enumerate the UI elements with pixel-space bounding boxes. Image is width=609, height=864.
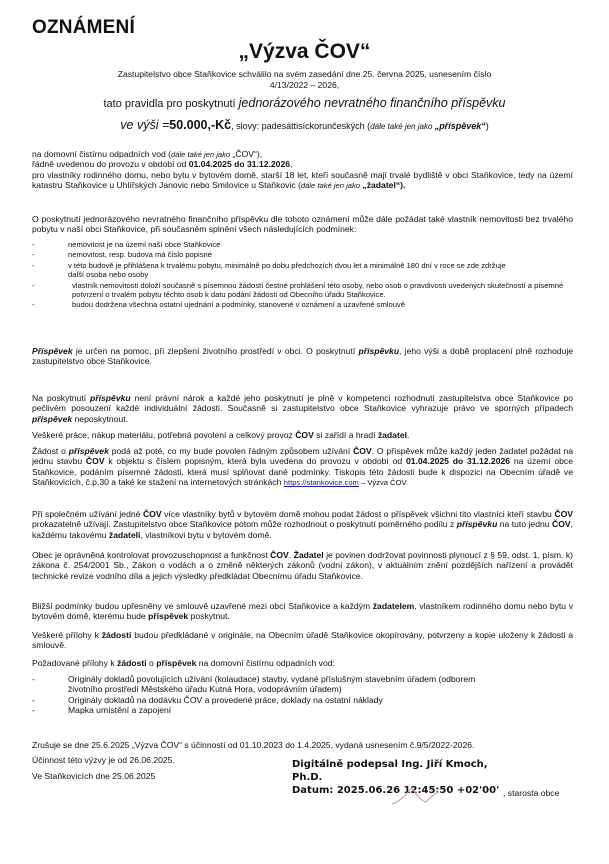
works-text-3: .	[407, 430, 410, 440]
document-heading: OZNÁMENÍ	[32, 17, 135, 38]
purpose-period: 01.04.2025 do 31.12.2026	[188, 159, 291, 170]
intro-line-1: Zastupitelstvo obce Staňkovice schválilo na svém zasedání dne 25. června 2025, usnesením číslo	[117, 69, 492, 79]
attachments-list	[32, 674, 492, 716]
claim-text-2: není právní nárok a každé jeho poskytnutí je plně v kompetenci rozhodnutí zastupitelstva obce Staňkovice po pečlivém posouzení každé individuální žádosti. Současně si zastupitelstvo obce Staňkovice vyhrazuje právo ve sporných případech	[32, 393, 574, 414]
request-text-4: k objektu s číslem popisným, která byla uvedena do provozu v období od	[104, 456, 406, 467]
term-zadatel: žadatel	[377, 430, 407, 440]
claim-text-1: Na poskytnutí	[32, 393, 91, 403]
list-item	[32, 281, 572, 300]
list-dash: -	[32, 280, 35, 290]
aim-paragraph	[32, 346, 573, 367]
list-dash: -	[32, 240, 35, 249]
intro-amount-label: ve výši =	[120, 118, 170, 132]
shared-text-6: , vlastníkovi bytu v bytovém domě.	[140, 529, 272, 540]
condition-text: vlastník nemovitosti doloží současně s písemnou žádostí čestné prohlášení této osoby, nebo osob o pravdivosti uvedených skutečností a písemné potvrzení o trvalém pobytu těchto osob k datu podání žádosti od Obecního úřadu Staňkovice.	[72, 280, 564, 300]
condition-text: budou dodržena všechna ostatní ujednání a podmínky, stanovené v oznámení a uzavřené smlouvě	[72, 300, 405, 310]
signature-title: Ph.D.	[292, 772, 323, 783]
intro-line-3-text: tato pravidla pro poskytnutí	[103, 98, 239, 110]
works-paragraph	[32, 430, 573, 440]
condition-text: nemovitost je na území naší obce Staňkovice	[68, 240, 221, 249]
list-item	[32, 300, 572, 309]
claim-paragraph	[32, 393, 573, 424]
term-cov: ČOV	[353, 446, 372, 456]
intro-line-4	[0, 118, 609, 134]
attachment-text: Originály dokladů na dodávku ČOV a provedené práce, doklady na ostatní náklady	[68, 694, 383, 705]
control-text-3: je povinen dodržovat povinnosti plynoucí z § 59, odst. 1, písm. k) zákona č. 254/2001 Sb., Zákon o vodách a o změně některých zákonů (vodní zákon), v aktuálním znění pozdějších nařízení a provádět technické revize vodního díla a jejich výsledky předkládat Obecnímu úřadu Staňkovice.	[32, 550, 573, 581]
term-prispevek: příspěvek	[156, 658, 197, 668]
intro-line-3	[0, 97, 609, 111]
list-item	[32, 705, 492, 715]
request-text-6: – Výzva ČOV.	[358, 478, 408, 488]
term-prispevek: příspěvek	[68, 446, 109, 456]
aim-text-1: je určen na pomoc, při zlepšení životního prostředí v obci. O poskytnutí	[72, 346, 359, 356]
list-item	[32, 695, 492, 705]
term-zadatelem: žadatelem	[372, 601, 415, 611]
intro-alias-term: „příspěvek“	[434, 121, 486, 131]
intro-grant-name: jednorázového nevratného finančního příspěvku	[238, 96, 506, 110]
list-dash: -	[32, 705, 35, 716]
attachment-text: Mapka umístění a zapojení	[68, 705, 172, 716]
required-paragraph	[32, 658, 573, 668]
term-prispevek: Příspěvek	[32, 346, 73, 356]
term-prispevku: příspěvku	[456, 519, 498, 530]
term-prispevek: příspěvek	[32, 413, 73, 424]
purpose-text-a: na domovní čistírnu odpadních vod (	[32, 149, 172, 159]
attachment-text: Originály dokladů povolujících užívání (kolaudace) stavby, vydané příslušným stavebním úřadem (odborem životního prostředí Městského úřadu Kutná Hora, vodoprávním úřadem)	[68, 674, 476, 695]
shared-paragraph	[32, 509, 573, 540]
term-cov: ČOV	[551, 519, 571, 530]
purpose-period-comma: ,	[290, 159, 293, 170]
document-title: „Výzva ČOV“	[238, 40, 371, 63]
website-link[interactable]: https://stankovice.com	[283, 478, 359, 488]
term-zadosti: žádosti	[117, 658, 147, 668]
purpose-eligibility-term: „žadatel“).	[360, 180, 406, 191]
purpose-paragraph	[32, 149, 573, 191]
conditions-list	[32, 240, 572, 310]
intro-line-2: 4/13/2022 – 2026,	[269, 80, 340, 90]
purpose-text-c: „ČOV“),	[230, 149, 263, 159]
list-item	[32, 250, 572, 259]
control-text-2: .	[288, 550, 294, 560]
request-text-3: . O příspěvek může každý jeden žadatel požádat na jednu stavbu	[32, 446, 573, 467]
list-item	[32, 261, 572, 280]
control-text-1: Obec je oprávněná kontrolovat provozuschopnost a funkčnost	[32, 550, 271, 560]
term-zadatel: Žadatel	[293, 550, 324, 560]
effective-paragraph: Účinnost této výzvy je od 26.06.2025.	[32, 755, 175, 765]
signature-role: , starosta obce	[503, 788, 560, 798]
term-prispevku: příspěvku	[358, 346, 400, 356]
term-cov: ČOV	[295, 430, 314, 440]
signature-signer: Digitálně podepsal Ing. Jiří Kmoch,	[292, 759, 488, 770]
term-cov: ČOV	[554, 509, 573, 519]
list-dash: -	[32, 694, 35, 705]
required-text-2: o	[146, 658, 157, 668]
term-cov: ČOV	[270, 550, 289, 560]
request-paragraph	[32, 446, 573, 488]
term-cov: ČOV	[85, 456, 105, 467]
shared-text-1: Při společném užívání jedné	[32, 509, 143, 519]
term-prispevek: příspěvek	[148, 611, 189, 622]
shared-text-3: prokazatelně užívají. Zastupitelstvo obce Staňkovice potom může rozhodnout o poskytnutí poměrného podílu z	[32, 519, 457, 530]
intro-amount-words: , slovy: padesáttisíckorunčeských (	[231, 121, 371, 131]
list-dash: -	[32, 250, 35, 260]
aim-text-2: , jeho výši a době proplacení plně rozhoduje zastupitelstvo obce Staňkovice.	[32, 346, 574, 367]
signature-date: Datum: 2025.06.26 12:45:50 +02'00'	[292, 785, 500, 796]
shared-text-5: , každému takovému	[32, 519, 573, 540]
required-text-1: Požadované přílohy k	[32, 658, 118, 668]
term-zadosti: žádosti	[101, 630, 132, 640]
request-period: 01.04.2025 do 31.12.2026	[405, 456, 511, 467]
control-paragraph	[32, 550, 573, 581]
intro-close: )	[485, 121, 489, 131]
place-date: Ve Staňkovicích dne 25.06.2025	[32, 771, 156, 781]
attach-text-2: budou předkládané v originále, na Obecním úřadě Staňkovice okopírovány, potvrzeny a kopie uloženy k žádosti a smlouvě.	[32, 630, 573, 651]
works-text-1: Veškeré práce, nákup materiálu, potřebná povolení a celkový provoz	[32, 430, 296, 440]
list-dash: -	[32, 300, 35, 310]
purpose-text-b: dále také jen jako	[171, 150, 231, 159]
claim-text-3: neposkytnout.	[72, 413, 129, 424]
term-cov: ČOV	[142, 509, 162, 519]
list-item	[32, 240, 572, 249]
cancel-paragraph: Zrušuje se dne 25.6.2025 „Výzva ČOV“ s účinností od 01.10.2023 do 1.4.2025, vydaná usnesením č.9/5/2022-2026.	[32, 740, 475, 750]
purpose-eligibility: pro vlastníky rodinného domu, nebo bytu v bytovém domě, starší 18 let, kteří současně mají trvalé bydliště v obci Staňkovice, tedy na území katastru Staňkovice u Uhlířských Janovic nebo Smilovice u Staňkovic (	[32, 169, 573, 191]
request-text-1: Žádost o	[32, 446, 69, 456]
required-text-3: na domovní čistírnu odpadních vod:	[196, 658, 335, 668]
contract-text-3: poskytnut.	[188, 611, 230, 622]
term-zadateli: žadateli	[108, 529, 141, 540]
intro-amount: 50.000,-Kč	[169, 118, 232, 132]
contract-paragraph	[32, 601, 573, 622]
condition-text: v této budově je přihlášena k trvalému pobytu, minimálně po dobu předchozích dvou let a minimálně 180 dní v roce se zde zdržuje další osoba nebo osoby	[68, 260, 506, 280]
purpose-period-label: řádně uvedenou do provozu v období od	[32, 159, 189, 170]
shared-text-4: na tuto jednu	[497, 519, 552, 530]
shared-text-2: více vlastníky bytů v bytovém domě mohou podat žádost o příspěvek všichni tito vlastníci kteří stavbu	[161, 509, 555, 519]
conditions-paragraph: O poskytnutí jednorázového nevratného finančního příspěvku dle tohoto oznámení může dále požádat také vlastník nemovitosti bez trvalého pobytu v naší obci Staňkovice, při současném splnění všech následujících podmínek:	[32, 214, 573, 235]
purpose-eligibility-alias: dále také jen jako	[300, 181, 361, 191]
signature-scribble-icon	[390, 782, 440, 810]
contract-text-2: , vlastníkem rodinného domu nebo bytu v bytovém domě, kterému bude	[32, 601, 573, 622]
intro-alias: dále také jen jako	[370, 122, 435, 131]
attach-text-1: Veškeré přílohy k	[32, 630, 102, 640]
list-dash: -	[32, 674, 35, 684]
term-prispevku: příspěvku	[90, 393, 131, 403]
request-text-2: podá až poté, co my bude povolen řádným způsobem užívání	[108, 446, 354, 456]
condition-text: nemovitost, resp. budova má číslo popisné	[68, 250, 212, 260]
attach-paragraph	[32, 630, 573, 651]
works-text-2: si zařídí a hradí	[313, 430, 378, 440]
request-text-5: na území obce Staňkovice, podáním písemné žádosti, která musí splňovat dané podmínky. Tiskopis této žádosti bude k dispozici na Obecním úřadě ve Staňkovicích, č.p.30 a také ke stažení na internetových stránkách	[32, 456, 573, 488]
list-item	[32, 674, 492, 695]
contract-text-1: Bližší podmínky budou upřesněny ve smlouvě uzavřené mezi obcí Staňkovice a každým	[32, 601, 373, 611]
list-dash: -	[32, 260, 35, 270]
